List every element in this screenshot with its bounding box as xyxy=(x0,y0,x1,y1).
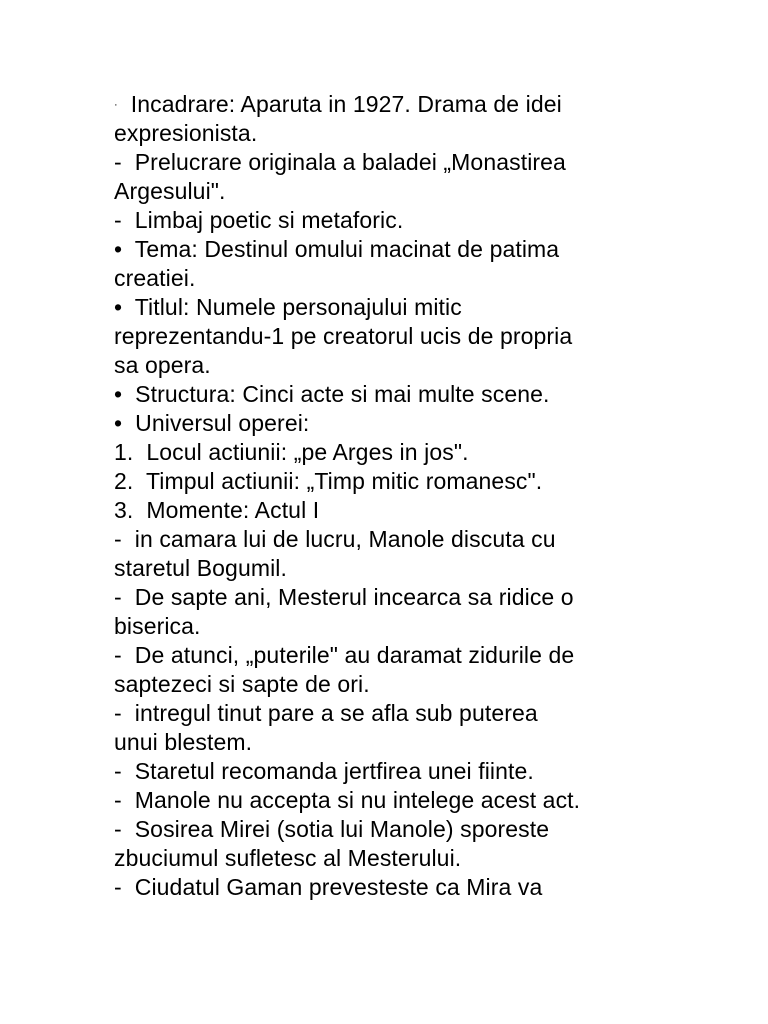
text-line: unui blestem. xyxy=(114,729,253,755)
text-line: Argesului". xyxy=(114,178,226,204)
bullet-marker: · xyxy=(114,99,118,111)
line-text: Incadrare: Aparuta in 1927. Drama de idei xyxy=(117,91,562,117)
text-line: • Structura: Cinci acte si mai multe scene. xyxy=(114,381,550,407)
text-line: - Staretul recomanda jertfirea unei fiinte. xyxy=(114,758,534,784)
text-line: - in camara lui de lucru, Manole discuta cu xyxy=(114,526,556,552)
text-line: expresionista. xyxy=(114,120,258,146)
text-line: - Manole nu accepta si nu intelege acest act. xyxy=(114,787,581,813)
text-line: saptezeci si sapte de ori. xyxy=(114,671,370,697)
text-line: 1. Locul actiunii: „pe Arges in jos". xyxy=(114,439,469,465)
text-line: - Ciudatul Gaman prevesteste ca Mira va xyxy=(114,874,543,900)
text-line: 2. Timpul actiunii: „Timp mitic romanesc". xyxy=(114,468,543,494)
text-line: zbuciumul sufletesc al Mesterului. xyxy=(114,845,462,871)
text-line: reprezentandu-1 pe creatorul ucis de propria xyxy=(114,323,573,349)
text-line: - De atunci, „puterile" au daramat zidurile de xyxy=(114,642,575,668)
document-page xyxy=(114,90,714,902)
text-line: sa opera. xyxy=(114,352,211,378)
text-line: • Tema: Destinul omului macinat de patima xyxy=(114,236,560,262)
text-line: • Universul operei: xyxy=(114,410,310,436)
text-line: - intregul tinut pare a se afla sub puterea xyxy=(114,700,538,726)
text-line xyxy=(114,90,714,119)
text-line: • Titlul: Numele personajului mitic xyxy=(114,294,462,320)
text-line: - Sosirea Mirei (sotia lui Manole) sporeste xyxy=(114,816,550,842)
text-line: 3. Momente: Actul I xyxy=(114,497,320,523)
text-line: creatiei. xyxy=(114,265,196,291)
text-line: - Prelucrare originala a baladei „Monastirea xyxy=(114,149,566,175)
text-line: staretul Bogumil. xyxy=(114,555,287,581)
text-line: biserica. xyxy=(114,613,201,639)
text-line: - De sapte ani, Mesterul incearca sa ridice o xyxy=(114,584,574,610)
text-line: - Limbaj poetic si metaforic. xyxy=(114,207,404,233)
